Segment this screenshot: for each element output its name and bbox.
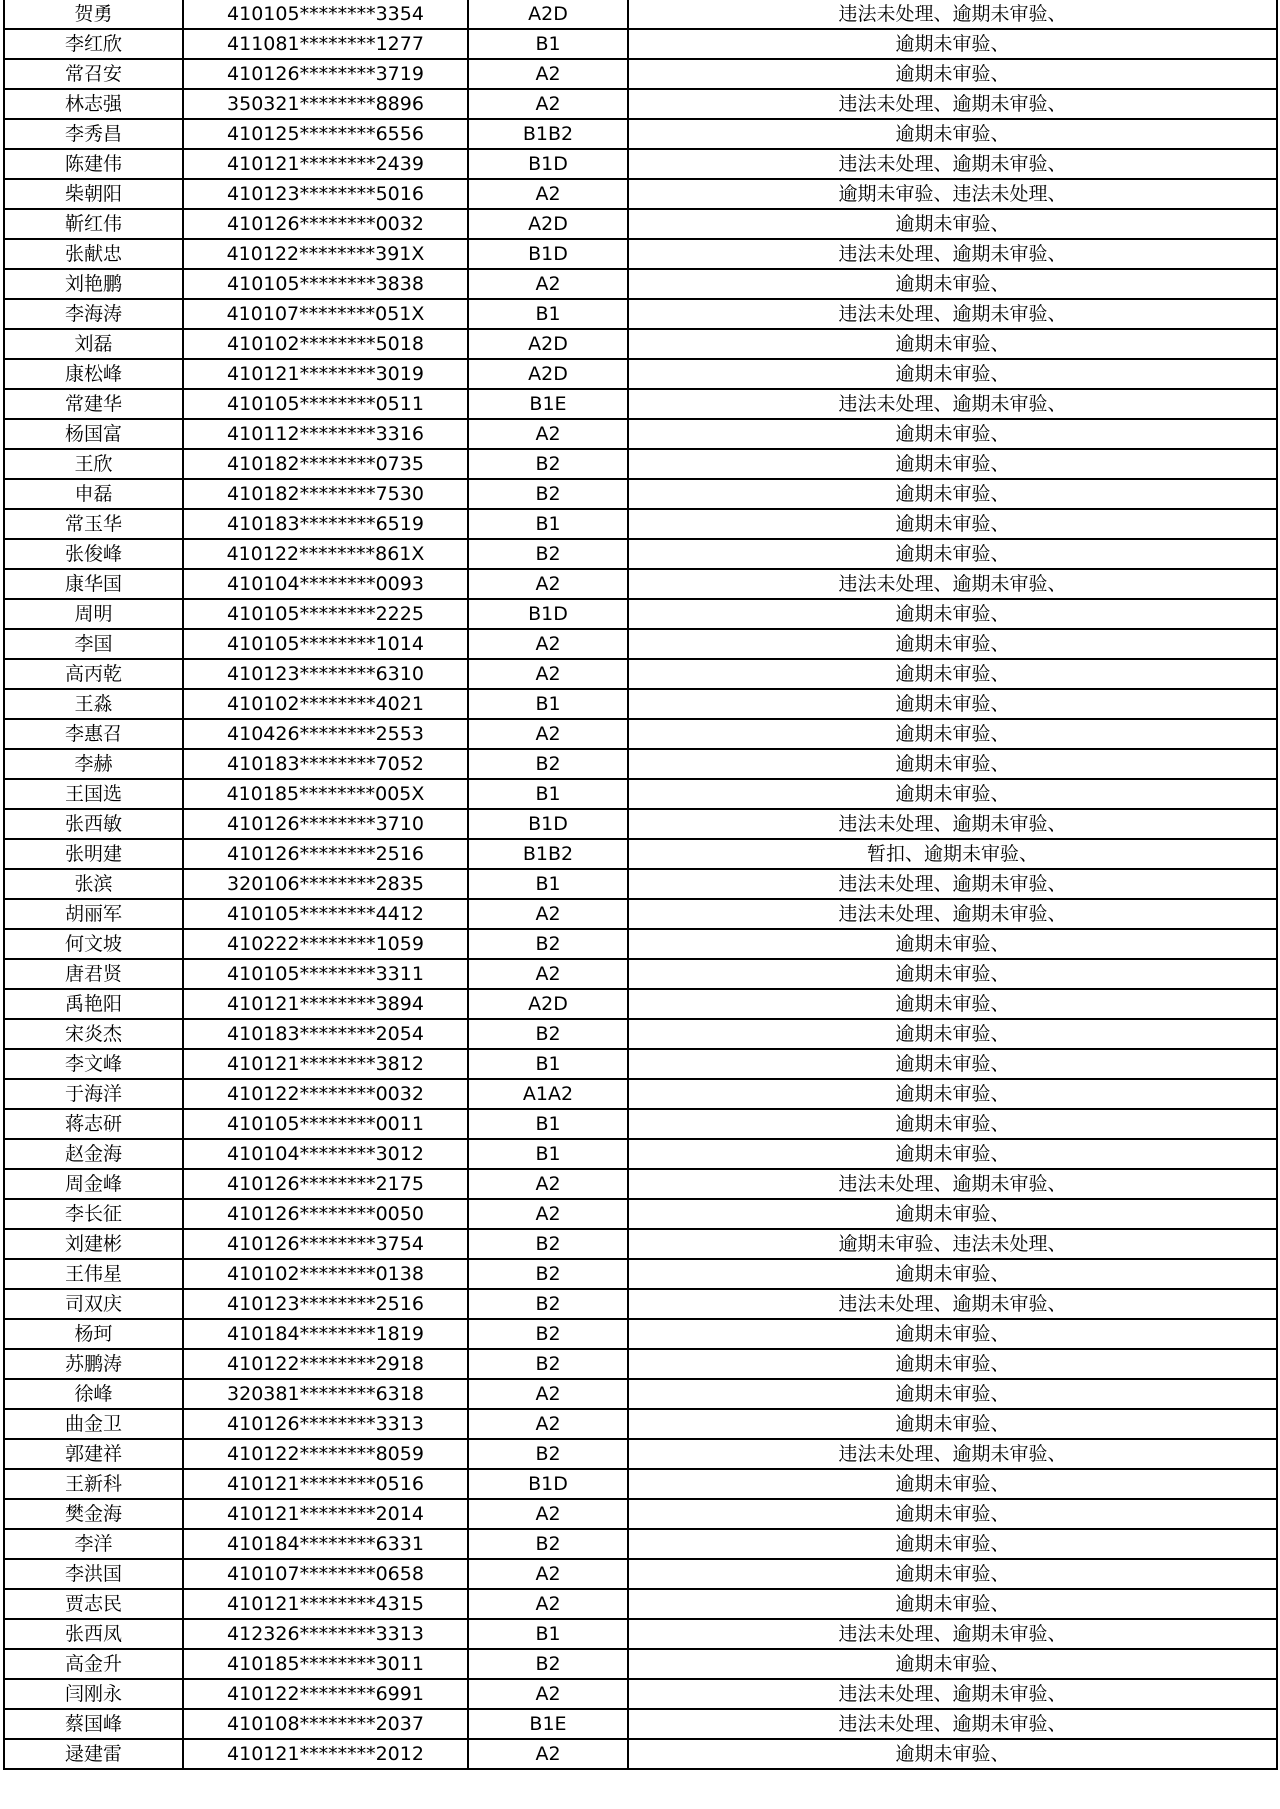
license-class-cell: A2D bbox=[468, 329, 628, 359]
license-class-cell: B1D bbox=[468, 599, 628, 629]
table-row bbox=[4, 329, 1277, 359]
table-row bbox=[4, 59, 1277, 89]
driver-name-cell: 周金峰 bbox=[4, 1169, 183, 1199]
driver-name-cell: 于海洋 bbox=[4, 1079, 183, 1109]
id-number-cell: 410126********3754 bbox=[183, 1229, 468, 1259]
driver-name-cell: 王伟星 bbox=[4, 1259, 183, 1289]
table-row bbox=[4, 1469, 1277, 1499]
driver-name-cell: 闫刚永 bbox=[4, 1679, 183, 1709]
id-number-cell: 410104********0093 bbox=[183, 569, 468, 599]
license-class-cell: A2 bbox=[468, 719, 628, 749]
table-row bbox=[4, 1259, 1277, 1289]
driver-name-cell: 唐君贤 bbox=[4, 959, 183, 989]
status-cell: 逾期未审验、 bbox=[628, 59, 1277, 89]
table-row bbox=[4, 149, 1277, 179]
license-class-cell: B2 bbox=[468, 1259, 628, 1289]
driver-name-cell: 司双庆 bbox=[4, 1289, 183, 1319]
status-cell: 逾期未审验、 bbox=[628, 1319, 1277, 1349]
license-class-cell: A2D bbox=[468, 359, 628, 389]
status-cell: 逾期未审验、 bbox=[628, 1079, 1277, 1109]
license-class-cell: B1 bbox=[468, 689, 628, 719]
id-number-cell: 410121********3019 bbox=[183, 359, 468, 389]
table-row bbox=[4, 1529, 1277, 1559]
driver-name-cell: 胡丽军 bbox=[4, 899, 183, 929]
table-row bbox=[4, 1109, 1277, 1139]
id-number-cell: 410184********1819 bbox=[183, 1319, 468, 1349]
id-number-cell: 410105********2225 bbox=[183, 599, 468, 629]
id-number-cell: 410184********6331 bbox=[183, 1529, 468, 1559]
table-row bbox=[4, 1349, 1277, 1379]
id-number-cell: 410122********2918 bbox=[183, 1349, 468, 1379]
id-number-cell: 410121********4315 bbox=[183, 1589, 468, 1619]
license-class-cell: B1E bbox=[468, 1709, 628, 1739]
status-cell: 逾期未审验、 bbox=[628, 1499, 1277, 1529]
id-number-cell: 410107********0658 bbox=[183, 1559, 468, 1589]
status-cell: 违法未处理、逾期未审验、 bbox=[628, 1169, 1277, 1199]
id-number-cell: 410426********2553 bbox=[183, 719, 468, 749]
license-class-cell: B2 bbox=[468, 1319, 628, 1349]
table-row bbox=[4, 539, 1277, 569]
id-number-cell: 410105********0511 bbox=[183, 389, 468, 419]
status-cell: 逾期未审验、 bbox=[628, 119, 1277, 149]
status-cell: 违法未处理、逾期未审验、 bbox=[628, 149, 1277, 179]
id-number-cell: 410105********3354 bbox=[183, 0, 468, 29]
status-cell: 违法未处理、逾期未审验、 bbox=[628, 89, 1277, 119]
license-class-cell: B1 bbox=[468, 1049, 628, 1079]
status-cell: 逾期未审验、 bbox=[628, 329, 1277, 359]
driver-name-cell: 蔡国峰 bbox=[4, 1709, 183, 1739]
license-class-cell: B1 bbox=[468, 509, 628, 539]
id-number-cell: 410102********0138 bbox=[183, 1259, 468, 1289]
status-cell: 违法未处理、逾期未审验、 bbox=[628, 1709, 1277, 1739]
license-class-cell: A2D bbox=[468, 989, 628, 1019]
table-row bbox=[4, 1079, 1277, 1109]
driver-name-cell: 王新科 bbox=[4, 1469, 183, 1499]
id-number-cell: 410121********0516 bbox=[183, 1469, 468, 1499]
id-number-cell: 320106********2835 bbox=[183, 869, 468, 899]
license-class-cell: B1D bbox=[468, 1469, 628, 1499]
table-row bbox=[4, 569, 1277, 599]
id-number-cell: 410105********3838 bbox=[183, 269, 468, 299]
license-class-cell: B1D bbox=[468, 149, 628, 179]
id-number-cell: 410105********3311 bbox=[183, 959, 468, 989]
license-class-cell: B2 bbox=[468, 1019, 628, 1049]
id-number-cell: 410125********6556 bbox=[183, 119, 468, 149]
license-class-cell: A2 bbox=[468, 959, 628, 989]
driver-name-cell: 柴朝阳 bbox=[4, 179, 183, 209]
license-class-cell: B1 bbox=[468, 779, 628, 809]
id-number-cell: 410112********3316 bbox=[183, 419, 468, 449]
license-class-cell: B2 bbox=[468, 1289, 628, 1319]
table-row bbox=[4, 1589, 1277, 1619]
driver-name-cell: 张明建 bbox=[4, 839, 183, 869]
license-class-cell: B1D bbox=[468, 239, 628, 269]
id-number-cell: 410122********861X bbox=[183, 539, 468, 569]
driver-name-cell: 李惠召 bbox=[4, 719, 183, 749]
table-row bbox=[4, 1649, 1277, 1679]
driver-name-cell: 李红欣 bbox=[4, 29, 183, 59]
driver-name-cell: 郭建祥 bbox=[4, 1439, 183, 1469]
table-row bbox=[4, 1199, 1277, 1229]
status-cell: 逾期未审验、 bbox=[628, 359, 1277, 389]
status-cell: 逾期未审验、违法未处理、 bbox=[628, 1229, 1277, 1259]
id-number-cell: 410126********2175 bbox=[183, 1169, 468, 1199]
status-cell: 违法未处理、逾期未审验、 bbox=[628, 1289, 1277, 1319]
license-class-cell: A2 bbox=[468, 1739, 628, 1769]
status-cell: 逾期未审验、 bbox=[628, 959, 1277, 989]
driver-name-cell: 张西凤 bbox=[4, 1619, 183, 1649]
id-number-cell: 410126********3710 bbox=[183, 809, 468, 839]
driver-name-cell: 周明 bbox=[4, 599, 183, 629]
status-cell: 逾期未审验、 bbox=[628, 1049, 1277, 1079]
table-body bbox=[4, 0, 1277, 1769]
driver-name-cell: 蒋志研 bbox=[4, 1109, 183, 1139]
table-row bbox=[4, 359, 1277, 389]
status-cell: 逾期未审验、 bbox=[628, 629, 1277, 659]
table-row bbox=[4, 1319, 1277, 1349]
id-number-cell: 410123********5016 bbox=[183, 179, 468, 209]
id-number-cell: 412326********3313 bbox=[183, 1619, 468, 1649]
license-class-cell: A2 bbox=[468, 1499, 628, 1529]
id-number-cell: 410183********2054 bbox=[183, 1019, 468, 1049]
status-cell: 逾期未审验、 bbox=[628, 749, 1277, 779]
license-class-cell: B1 bbox=[468, 1109, 628, 1139]
driver-name-cell: 李秀昌 bbox=[4, 119, 183, 149]
license-class-cell: B1 bbox=[468, 869, 628, 899]
driver-name-cell: 靳红伟 bbox=[4, 209, 183, 239]
driver-name-cell: 王淼 bbox=[4, 689, 183, 719]
status-cell: 逾期未审验、 bbox=[628, 1589, 1277, 1619]
id-number-cell: 410107********051X bbox=[183, 299, 468, 329]
license-class-cell: A2 bbox=[468, 1679, 628, 1709]
status-cell: 逾期未审验、 bbox=[628, 1379, 1277, 1409]
driver-name-cell: 苏鹏涛 bbox=[4, 1349, 183, 1379]
table-row bbox=[4, 839, 1277, 869]
id-number-cell: 410183********7052 bbox=[183, 749, 468, 779]
id-number-cell: 410105********4412 bbox=[183, 899, 468, 929]
table-row bbox=[4, 179, 1277, 209]
table-row bbox=[4, 1739, 1277, 1769]
driver-name-cell: 逯建雷 bbox=[4, 1739, 183, 1769]
status-cell: 逾期未审验、 bbox=[628, 29, 1277, 59]
table-row bbox=[4, 1139, 1277, 1169]
driver-name-cell: 王国选 bbox=[4, 779, 183, 809]
table-row bbox=[4, 89, 1277, 119]
status-cell: 逾期未审验、 bbox=[628, 479, 1277, 509]
id-number-cell: 410108********2037 bbox=[183, 1709, 468, 1739]
id-number-cell: 410126********0050 bbox=[183, 1199, 468, 1229]
status-cell: 逾期未审验、 bbox=[628, 1259, 1277, 1289]
driver-name-cell: 陈建伟 bbox=[4, 149, 183, 179]
table-row bbox=[4, 299, 1277, 329]
id-number-cell: 410126********3313 bbox=[183, 1409, 468, 1439]
license-class-cell: B2 bbox=[468, 479, 628, 509]
license-class-cell: A2 bbox=[468, 1379, 628, 1409]
driver-name-cell: 贺勇 bbox=[4, 0, 183, 29]
id-number-cell: 410126********2516 bbox=[183, 839, 468, 869]
status-cell: 违法未处理、逾期未审验、 bbox=[628, 299, 1277, 329]
id-number-cell: 410121********3894 bbox=[183, 989, 468, 1019]
id-number-cell: 410185********3011 bbox=[183, 1649, 468, 1679]
id-number-cell: 410102********4021 bbox=[183, 689, 468, 719]
license-class-cell: B2 bbox=[468, 1229, 628, 1259]
license-class-cell: B2 bbox=[468, 749, 628, 779]
status-cell: 违法未处理、逾期未审验、 bbox=[628, 1619, 1277, 1649]
table-row bbox=[4, 1439, 1277, 1469]
table-row bbox=[4, 809, 1277, 839]
license-class-cell: B1D bbox=[468, 809, 628, 839]
license-class-cell: A2 bbox=[468, 1199, 628, 1229]
driver-name-cell: 刘艳鹏 bbox=[4, 269, 183, 299]
status-cell: 违法未处理、逾期未审验、 bbox=[628, 389, 1277, 419]
table-row bbox=[4, 1679, 1277, 1709]
license-class-cell: B1 bbox=[468, 299, 628, 329]
license-class-cell: B1 bbox=[468, 1139, 628, 1169]
license-class-cell: A2 bbox=[468, 569, 628, 599]
status-cell: 逾期未审验、 bbox=[628, 779, 1277, 809]
license-class-cell: B2 bbox=[468, 449, 628, 479]
table-row bbox=[4, 869, 1277, 899]
status-cell: 逾期未审验、 bbox=[628, 689, 1277, 719]
table-row bbox=[4, 749, 1277, 779]
table-row bbox=[4, 1499, 1277, 1529]
status-cell: 逾期未审验、 bbox=[628, 989, 1277, 1019]
driver-name-cell: 常建华 bbox=[4, 389, 183, 419]
driver-name-cell: 何文坡 bbox=[4, 929, 183, 959]
table-row bbox=[4, 209, 1277, 239]
status-cell: 违法未处理、逾期未审验、 bbox=[628, 0, 1277, 29]
table-row bbox=[4, 389, 1277, 419]
id-number-cell: 410126********3719 bbox=[183, 59, 468, 89]
status-cell: 违法未处理、逾期未审验、 bbox=[628, 569, 1277, 599]
status-cell: 逾期未审验、 bbox=[628, 449, 1277, 479]
table-row bbox=[4, 269, 1277, 299]
status-cell: 违法未处理、逾期未审验、 bbox=[628, 869, 1277, 899]
table-row bbox=[4, 419, 1277, 449]
license-class-cell: A2 bbox=[468, 1559, 628, 1589]
table-row bbox=[4, 899, 1277, 929]
driver-name-cell: 张俊峰 bbox=[4, 539, 183, 569]
license-class-cell: A2 bbox=[468, 659, 628, 689]
id-number-cell: 410122********391X bbox=[183, 239, 468, 269]
id-number-cell: 410102********5018 bbox=[183, 329, 468, 359]
status-cell: 逾期未审验、 bbox=[628, 1649, 1277, 1679]
id-number-cell: 410222********1059 bbox=[183, 929, 468, 959]
driver-name-cell: 曲金卫 bbox=[4, 1409, 183, 1439]
driver-name-cell: 李赫 bbox=[4, 749, 183, 779]
driver-name-cell: 林志强 bbox=[4, 89, 183, 119]
id-number-cell: 410122********0032 bbox=[183, 1079, 468, 1109]
license-class-cell: A2 bbox=[468, 89, 628, 119]
driver-name-cell: 李洪国 bbox=[4, 1559, 183, 1589]
table-row bbox=[4, 1169, 1277, 1199]
license-class-cell: B2 bbox=[468, 539, 628, 569]
status-cell: 逾期未审验、 bbox=[628, 1529, 1277, 1559]
driver-name-cell: 张献忠 bbox=[4, 239, 183, 269]
status-cell: 逾期未审验、 bbox=[628, 599, 1277, 629]
status-cell: 违法未处理、逾期未审验、 bbox=[628, 1439, 1277, 1469]
table-row bbox=[4, 239, 1277, 269]
status-cell: 违法未处理、逾期未审验、 bbox=[628, 899, 1277, 929]
license-class-cell: B1E bbox=[468, 389, 628, 419]
driver-name-cell: 刘磊 bbox=[4, 329, 183, 359]
status-cell: 逾期未审验、 bbox=[628, 1139, 1277, 1169]
driver-name-cell: 李文峰 bbox=[4, 1049, 183, 1079]
status-cell: 逾期未审验、 bbox=[628, 1019, 1277, 1049]
table-row bbox=[4, 119, 1277, 149]
status-cell: 逾期未审验、 bbox=[628, 1109, 1277, 1139]
status-cell: 逾期未审验、 bbox=[628, 509, 1277, 539]
id-number-cell: 410121********2014 bbox=[183, 1499, 468, 1529]
license-class-cell: A2 bbox=[468, 59, 628, 89]
license-class-cell: A2D bbox=[468, 209, 628, 239]
table-row bbox=[4, 599, 1277, 629]
id-number-cell: 410185********005X bbox=[183, 779, 468, 809]
id-number-cell: 410121********2012 bbox=[183, 1739, 468, 1769]
driver-name-cell: 贾志民 bbox=[4, 1589, 183, 1619]
driver-name-cell: 樊金海 bbox=[4, 1499, 183, 1529]
license-class-cell: A2 bbox=[468, 899, 628, 929]
status-cell: 逾期未审验、 bbox=[628, 719, 1277, 749]
status-cell: 违法未处理、逾期未审验、 bbox=[628, 1679, 1277, 1709]
id-number-cell: 410123********6310 bbox=[183, 659, 468, 689]
license-class-cell: A2 bbox=[468, 179, 628, 209]
driver-name-cell: 张滨 bbox=[4, 869, 183, 899]
table-row bbox=[4, 929, 1277, 959]
status-cell: 逾期未审验、 bbox=[628, 539, 1277, 569]
id-number-cell: 410121********3812 bbox=[183, 1049, 468, 1079]
status-cell: 逾期未审验、 bbox=[628, 419, 1277, 449]
status-cell: 逾期未审验、 bbox=[628, 1739, 1277, 1769]
status-cell: 逾期未审验、 bbox=[628, 1559, 1277, 1589]
driver-name-cell: 王欣 bbox=[4, 449, 183, 479]
status-cell: 违法未处理、逾期未审验、 bbox=[628, 239, 1277, 269]
driver-name-cell: 高丙乾 bbox=[4, 659, 183, 689]
table-row bbox=[4, 689, 1277, 719]
driver-name-cell: 杨国富 bbox=[4, 419, 183, 449]
driver-name-cell: 康华国 bbox=[4, 569, 183, 599]
id-number-cell: 410182********7530 bbox=[183, 479, 468, 509]
id-number-cell: 410183********6519 bbox=[183, 509, 468, 539]
license-class-cell: B1 bbox=[468, 29, 628, 59]
driver-name-cell: 康松峰 bbox=[4, 359, 183, 389]
driver-name-cell: 李海涛 bbox=[4, 299, 183, 329]
license-class-cell: A1A2 bbox=[468, 1079, 628, 1109]
driver-name-cell: 高金升 bbox=[4, 1649, 183, 1679]
license-class-cell: B2 bbox=[468, 1649, 628, 1679]
table-row bbox=[4, 449, 1277, 479]
driver-name-cell: 申磊 bbox=[4, 479, 183, 509]
id-number-cell: 410105********0011 bbox=[183, 1109, 468, 1139]
status-cell: 逾期未审验、 bbox=[628, 1469, 1277, 1499]
status-cell: 逾期未审验、 bbox=[628, 659, 1277, 689]
license-class-cell: A2 bbox=[468, 629, 628, 659]
license-class-cell: A2 bbox=[468, 419, 628, 449]
license-class-cell: A2 bbox=[468, 1169, 628, 1199]
driver-name-cell: 李洋 bbox=[4, 1529, 183, 1559]
id-number-cell: 350321********8896 bbox=[183, 89, 468, 119]
license-class-cell: A2 bbox=[468, 1409, 628, 1439]
table-row bbox=[4, 1019, 1277, 1049]
driver-name-cell: 常玉华 bbox=[4, 509, 183, 539]
id-number-cell: 411081********1277 bbox=[183, 29, 468, 59]
driver-name-cell: 宋炎杰 bbox=[4, 1019, 183, 1049]
status-cell: 逾期未审验、 bbox=[628, 269, 1277, 299]
driver-name-cell: 赵金海 bbox=[4, 1139, 183, 1169]
driver-name-cell: 李长征 bbox=[4, 1199, 183, 1229]
table-row bbox=[4, 959, 1277, 989]
id-number-cell: 410182********0735 bbox=[183, 449, 468, 479]
id-number-cell: 410105********1014 bbox=[183, 629, 468, 659]
table-row bbox=[4, 1409, 1277, 1439]
status-cell: 逾期未审验、 bbox=[628, 1199, 1277, 1229]
license-class-cell: B1B2 bbox=[468, 119, 628, 149]
driver-name-cell: 李国 bbox=[4, 629, 183, 659]
table-row bbox=[4, 1289, 1277, 1319]
license-class-cell: A2 bbox=[468, 269, 628, 299]
table-row bbox=[4, 0, 1277, 29]
license-class-cell: B2 bbox=[468, 929, 628, 959]
license-class-cell: B2 bbox=[468, 1529, 628, 1559]
status-cell: 逾期未审验、违法未处理、 bbox=[628, 179, 1277, 209]
driver-name-cell: 刘建彬 bbox=[4, 1229, 183, 1259]
status-cell: 逾期未审验、 bbox=[628, 1349, 1277, 1379]
table-row bbox=[4, 719, 1277, 749]
license-class-cell: B2 bbox=[468, 1439, 628, 1469]
driver-name-cell: 禹艳阳 bbox=[4, 989, 183, 1019]
table-row bbox=[4, 1379, 1277, 1409]
license-class-cell: A2D bbox=[468, 0, 628, 29]
table-row bbox=[4, 659, 1277, 689]
status-cell: 逾期未审验、 bbox=[628, 929, 1277, 959]
status-cell: 逾期未审验、 bbox=[628, 209, 1277, 239]
driver-license-table bbox=[3, 0, 1278, 1770]
id-number-cell: 410123********2516 bbox=[183, 1289, 468, 1319]
driver-name-cell: 张西敏 bbox=[4, 809, 183, 839]
license-class-cell: B1 bbox=[468, 1619, 628, 1649]
table-row bbox=[4, 989, 1277, 1019]
table-row bbox=[4, 1619, 1277, 1649]
license-class-cell: B2 bbox=[468, 1349, 628, 1379]
table-row bbox=[4, 29, 1277, 59]
license-class-cell: A2 bbox=[468, 1589, 628, 1619]
id-number-cell: 410121********2439 bbox=[183, 149, 468, 179]
id-number-cell: 320381********6318 bbox=[183, 1379, 468, 1409]
id-number-cell: 410104********3012 bbox=[183, 1139, 468, 1169]
table-row bbox=[4, 479, 1277, 509]
driver-name-cell: 杨珂 bbox=[4, 1319, 183, 1349]
driver-name-cell: 徐峰 bbox=[4, 1379, 183, 1409]
table-row bbox=[4, 779, 1277, 809]
table-row bbox=[4, 509, 1277, 539]
table-row bbox=[4, 1229, 1277, 1259]
license-class-cell: B1B2 bbox=[468, 839, 628, 869]
driver-name-cell: 常召安 bbox=[4, 59, 183, 89]
id-number-cell: 410126********0032 bbox=[183, 209, 468, 239]
status-cell: 暂扣、逾期未审验、 bbox=[628, 839, 1277, 869]
table-row bbox=[4, 1709, 1277, 1739]
id-number-cell: 410122********8059 bbox=[183, 1439, 468, 1469]
table-row bbox=[4, 1559, 1277, 1589]
status-cell: 违法未处理、逾期未审验、 bbox=[628, 809, 1277, 839]
status-cell: 逾期未审验、 bbox=[628, 1409, 1277, 1439]
table-row bbox=[4, 1049, 1277, 1079]
table-row bbox=[4, 629, 1277, 659]
id-number-cell: 410122********6991 bbox=[183, 1679, 468, 1709]
